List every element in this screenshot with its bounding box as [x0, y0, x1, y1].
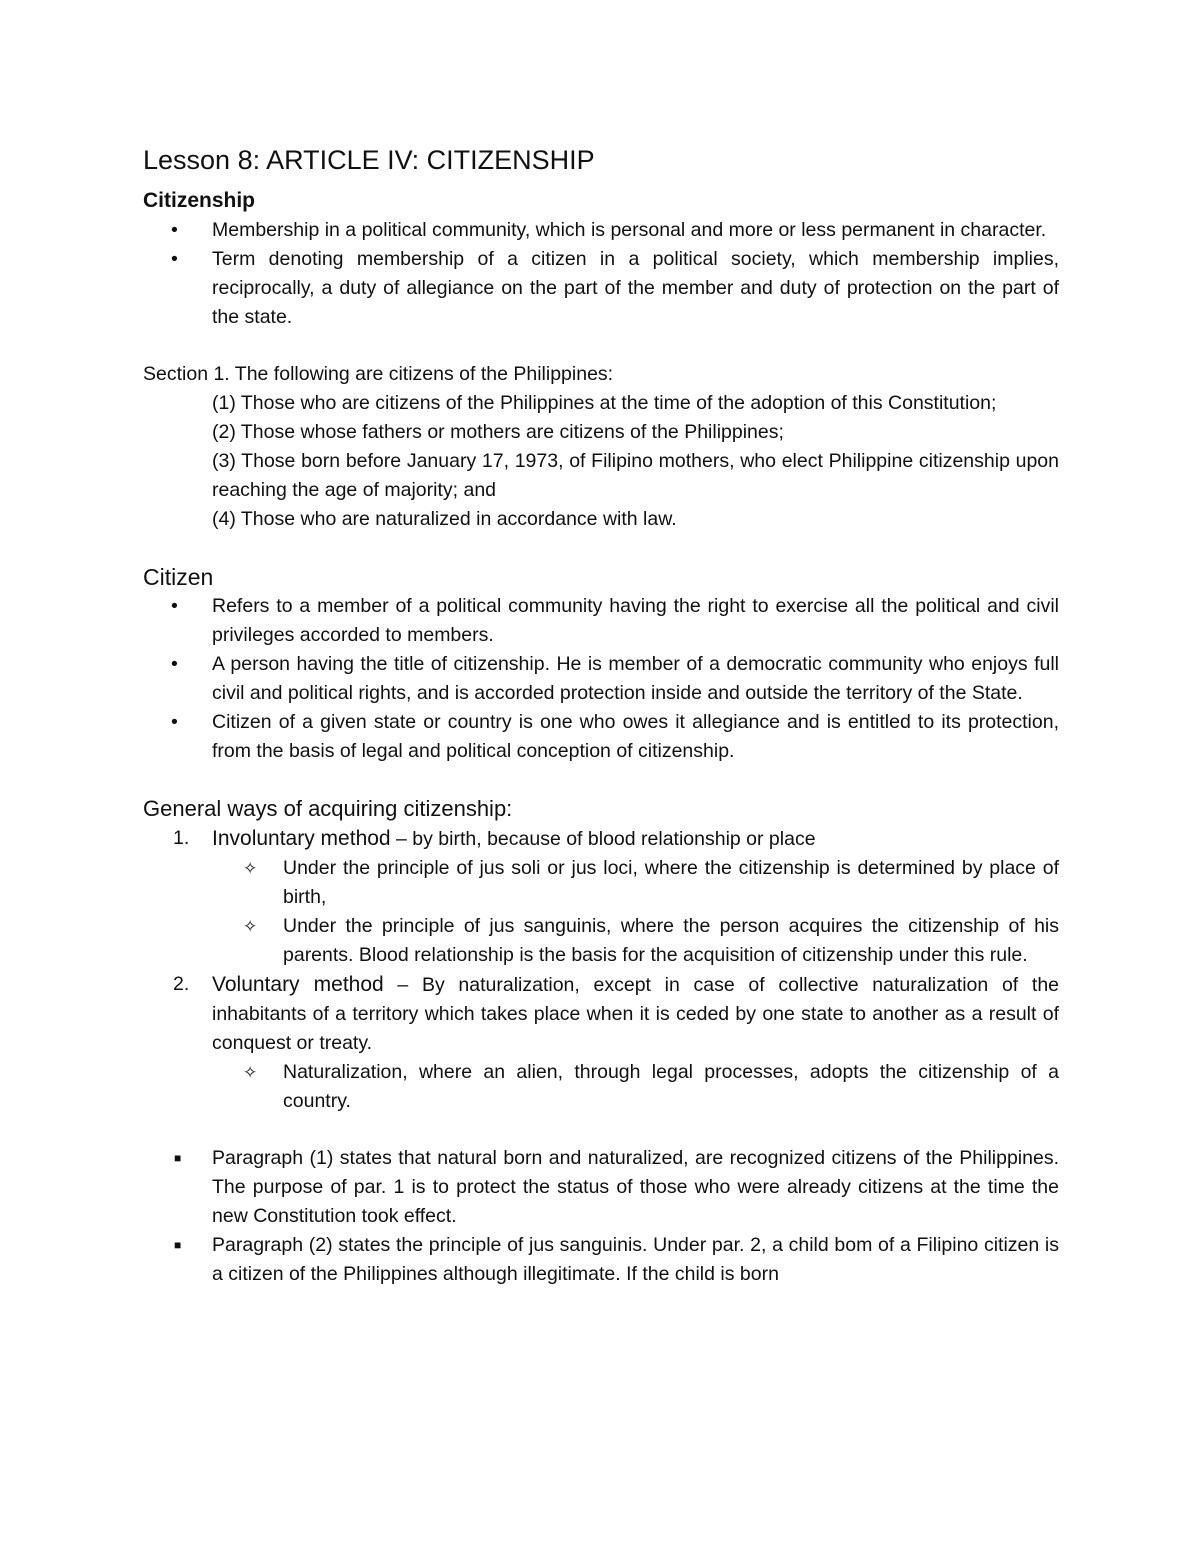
sub-item: ✧ Under the principle of jus soli or jus loci, where the citizenship is determined by place of birth, [143, 854, 1059, 912]
diamond-bullet-icon: ✧ [243, 917, 258, 936]
bullet-icon: • [171, 653, 178, 675]
sub-item: ✧ Naturalization, where an alien, through legal processes, adopts the citizenship of a country. [143, 1058, 1059, 1116]
list-item: ■ Paragraph (1) states that natural born and naturalized, are recognized citizens of the Philippines. The purpose of par. 1 is to protect the status of those who were already citizens at the time the new Constitution took effect. [143, 1144, 1059, 1231]
bullet-icon: • [171, 711, 178, 733]
list-item: • A person having the title of citizenship. He is member of a democratic community who enjoys full civil and political rights, and is accorded protection inside and outside the territory of the State. [143, 650, 1059, 708]
square-bullet-icon: ■ [174, 1238, 182, 1252]
citizenship-heading: Citizenship [143, 189, 256, 212]
page-title: Lesson 8: ARTICLE IV: CITIZENSHIP [143, 145, 595, 175]
section-1-intro: Section 1. The following are citizens of the Philippines: [143, 363, 614, 385]
citizen-heading: Citizen [143, 564, 214, 590]
bullet-icon: • [171, 595, 178, 617]
document-content [143, 140, 1059, 1289]
list-item: ■ Paragraph (2) states the principle of jus sanguinis. Under par. 2, a child bom of a Filipino citizen is a citizen of the Philippines although illegitimate. If the child is born [143, 1231, 1059, 1289]
diamond-bullet-icon: ✧ [243, 859, 258, 878]
ways-heading: General ways of acquiring citizenship: [143, 796, 513, 821]
square-bullet-icon: ■ [174, 1151, 182, 1165]
paragraph-notes-list [143, 1144, 1059, 1289]
list-item: • Term denoting membership of a citizen in a political society, which membership implies, reciprocally, a duty of allegiance on the part of the member and duty of protection on the part of the state. [143, 245, 1059, 332]
method-number: 2. [173, 973, 190, 995]
diamond-bullet-icon: ✧ [243, 1063, 258, 1082]
method-item [143, 824, 1059, 970]
bullet-icon: • [171, 219, 178, 241]
section-1-items [143, 389, 1059, 534]
section-item: (3) Those born before January 17, 1973, of Filipino mothers, who elect Philippine citizenship upon reaching the age of majority; and [212, 450, 1059, 501]
method-name: Voluntary method [212, 973, 384, 996]
citizen-list [143, 592, 1059, 766]
method-desc: – By naturalization, except in case of collective naturalization of the inhabitants of a territory which takes place when it is ceded by one state to another as a result of conquest or treaty. [212, 974, 1060, 1054]
method-item [143, 970, 1059, 1116]
method-desc: – by birth, because of blood relationship or place [390, 828, 816, 850]
method-number: 1. [173, 827, 190, 849]
section-item: (4) Those who are naturalized in accordance with law. [212, 508, 677, 530]
methods-list [143, 824, 1059, 1116]
method-name: Involuntary method [212, 827, 391, 850]
section-item: (2) Those whose fathers or mothers are citizens of the Philippines; [212, 421, 784, 443]
list-item: • Refers to a member of a political community having the right to exercise all the political and civil privileges accorded to members. [143, 592, 1059, 650]
citizenship-list [143, 216, 1059, 332]
bullet-icon: • [171, 248, 178, 270]
sub-item: ✧ Under the principle of jus sanguinis, where the person acquires the citizenship of his parents. Blood relationship is the basis for the acquisition of citizenship under this rule. [143, 912, 1059, 970]
section-item: (1) Those who are citizens of the Philippines at the time of the adoption of this Constitution; [212, 392, 997, 414]
list-item: • Citizen of a given state or country is one who owes it allegiance and is entitled to its protection, from the basis of legal and political conception of citizenship. [143, 708, 1059, 766]
list-item: • Membership in a political community, which is personal and more or less permanent in character. [143, 216, 1059, 245]
